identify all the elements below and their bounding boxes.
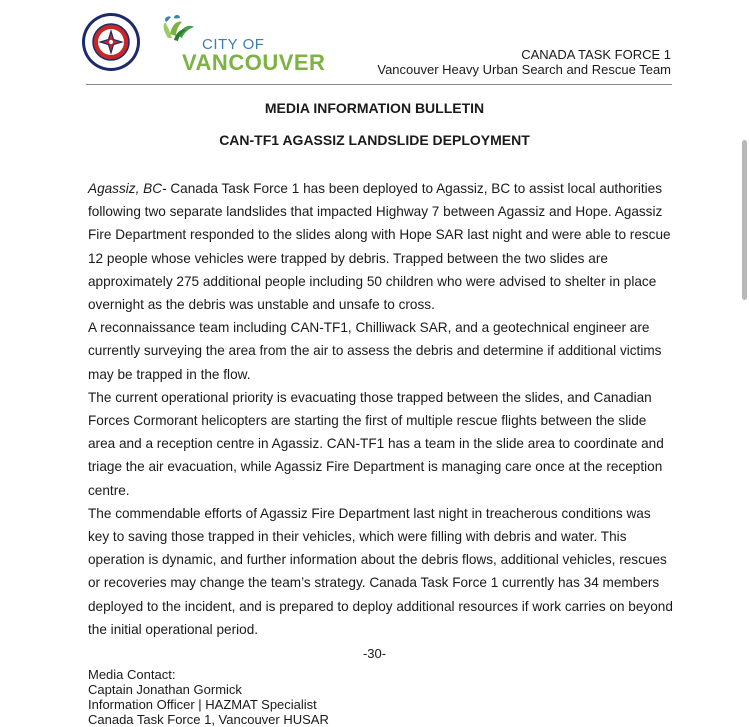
media-contact (88, 667, 329, 727)
paragraph-4: The commendable efforts of Agassiz Fire Department last night in treacherous conditions was key to saving those trapped in their vehicles, which were filling with debris and water. This operation is dynamic, and further information about the debris flows, additional vehicles, rescues or recoveries may change the team’s strategy. Canada Task Force 1 currently has 34 members deployed to the incident, and is prepared to deploy additional resources if work carries on beyond the initial operational period. (88, 505, 673, 637)
organization-name: CANADA TASK FORCE 1 (521, 47, 671, 62)
paragraph-1 (88, 177, 674, 316)
task-force-seal-logo (81, 12, 141, 72)
paragraph-1-text: Canada Task Force 1 has been deployed to Agassiz, BC to assist local authorities following two separate landslides that impacted Highway 7 between Agassiz and Hope. Agassiz Fire Department responded to the slides along with Hope SAR last night and were able to rescue 12 people whose vehicles were trapped by debris. Trapped between the two slides are approximately 275 additional people including 50 children who were advised to shelter in place overnight as the debris was unstable and unsafe to cross. (88, 181, 671, 313)
city-logo-bottom-text: VANCOUVER (182, 50, 326, 75)
bulletin-title: MEDIA INFORMATION BULLETIN (264, 100, 485, 116)
bulletin-body (88, 177, 674, 641)
dateline: Agassiz, BC- (88, 181, 167, 196)
paragraph-2: A reconnaissance team including CAN-TF1, Chilliwack SAR, and a geotechnical engineer are currently surveying the area from the air to assess the debris and determine if additional victims may be trapped in the flow. (88, 320, 662, 382)
header-divider (86, 84, 672, 85)
contact-heading: Media Contact: (88, 667, 176, 682)
end-marker: -30- (362, 646, 387, 661)
contact-name: Captain Jonathan Gormick (88, 682, 242, 697)
city-logo-top-text: CITY OF (202, 36, 265, 53)
contact-organization: Canada Task Force 1, Vancouver HUSAR (88, 712, 329, 727)
paragraph-3: The current operational priority is evacuating those trapped between the slides, and Canadian Forces Cormorant helicopters are starting the first of multiple rescue flights between the slide area and a reception centre in Agassiz. CAN-TF1 has a team in the slide area to coordinate and triage the air evacuation, while Agassiz Fire Department is managing care once at the reception centre. (88, 389, 664, 498)
bulletin-subtitle: CAN-TF1 AGASSIZ LANDSLIDE DEPLOYMENT (219, 132, 530, 148)
contact-role: Information Officer | HAZMAT Specialist (88, 697, 317, 712)
scrollbar[interactable] (742, 140, 747, 300)
organization-subtitle: Vancouver Heavy Urban Search and Rescue Team (377, 62, 671, 77)
